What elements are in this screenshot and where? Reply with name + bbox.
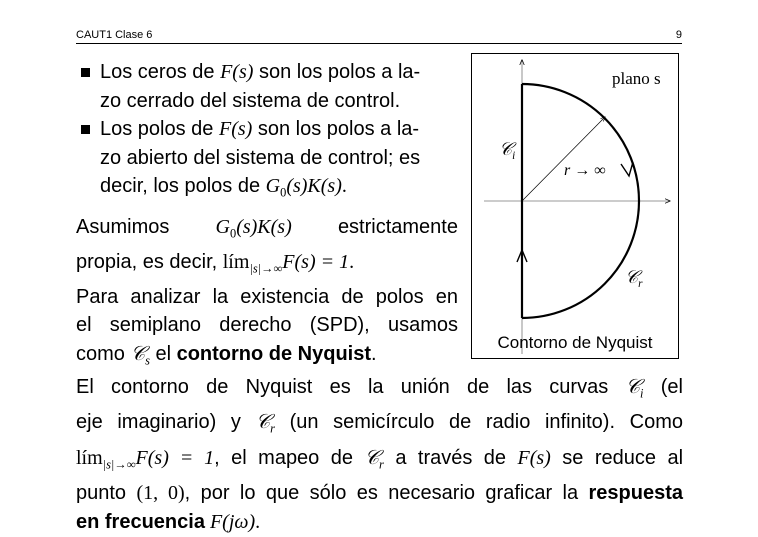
- square-bullet-icon: [81, 125, 90, 134]
- clockwise-arrow-icon: [621, 162, 633, 176]
- nyquist-contour-term: contorno de Nyquist: [176, 342, 372, 365]
- math-F-s: F(s): [517, 446, 551, 469]
- math-script-C: 𝒞: [255, 411, 271, 434]
- math-G: G: [215, 216, 230, 238]
- para-text: , por lo que sólo es necesario graficar la: [184, 481, 589, 504]
- ci-label: 𝒞$_i$: [499, 139, 516, 162]
- para-text: El contorno de Nyquist es la unión de las curvas: [76, 376, 626, 398]
- math-F-s: F(s): [218, 118, 253, 140]
- nyquist-contour-drawing: [472, 54, 678, 358]
- para-text: eje imaginario) y: [76, 411, 256, 434]
- math-s-K-s: (s)K(s): [286, 175, 342, 197]
- math-s-K-s: (s)K(s): [236, 216, 292, 238]
- math-script-C: 𝒞: [364, 446, 380, 469]
- assumption-paragraph: [76, 213, 458, 374]
- bullet-item-open-loop: [78, 115, 460, 207]
- math-subscript: i: [640, 386, 644, 401]
- plane-label: plano s: [612, 69, 661, 88]
- math-F-jw: F(jω): [204, 510, 256, 533]
- bullet-text: son los polos a la-: [252, 118, 420, 140]
- bullet-list: [78, 58, 460, 207]
- page-number: 9: [675, 29, 682, 41]
- frequency-response-term: en frecuencia: [76, 510, 205, 533]
- math-lim: lím: [222, 250, 250, 273]
- para-text: Para analizar la existencia de polos en: [76, 285, 458, 308]
- header-title: CAUT1 Clase 6: [76, 29, 153, 41]
- para-text: .: [371, 342, 377, 365]
- math-subscript: 0: [280, 185, 287, 200]
- math-script-C: 𝒞: [625, 376, 641, 398]
- math-lim-subscript: |s|→∞: [249, 261, 283, 276]
- figure-caption: Contorno de Nyquist: [497, 333, 653, 352]
- para-text: propia, es decir,: [76, 250, 223, 273]
- math-F-s-equals-1: F(s) = 1: [282, 250, 350, 273]
- math-point: (1, 0): [136, 481, 185, 504]
- para-text: , el mapeo de: [214, 446, 365, 469]
- nyquist-contour-figure: [471, 53, 679, 359]
- para-text: como: [76, 342, 131, 365]
- math-F-s-equals-1: F(s) = 1: [135, 446, 215, 469]
- square-bullet-icon: [81, 68, 90, 77]
- para-text: (un semicírculo de radio infinito). Como: [274, 411, 683, 434]
- math-subscript: 0: [230, 226, 237, 241]
- para-text: estrictamente: [337, 216, 458, 238]
- para-text: .: [349, 250, 355, 273]
- header-rule: [76, 43, 682, 44]
- frequency-response-term: respuesta: [588, 481, 683, 504]
- math-subscript: s: [145, 352, 150, 367]
- para-text: el: [149, 342, 177, 365]
- math-subscript: r: [270, 421, 275, 436]
- bullet-text: zo cerrado del sistema de control.: [100, 89, 401, 112]
- bullet-text: zo abierto del sistema de control; es: [100, 146, 421, 169]
- bullet-text: decir, los polos de: [100, 175, 266, 197]
- math-lim-subscript: |s|→∞: [102, 456, 136, 471]
- para-text: .: [255, 510, 261, 533]
- cr-label: 𝒞$_r$: [625, 267, 643, 290]
- math-script-C: 𝒞: [130, 342, 146, 365]
- para-text: punto: [76, 481, 137, 504]
- para-text: el semiplano derecho (SPD), usamos: [76, 314, 458, 337]
- para-text: se reduce al: [550, 446, 684, 469]
- para-text: a través de: [383, 446, 518, 469]
- bullet-item-closed-loop: [78, 58, 460, 115]
- math-subscript: r: [379, 456, 384, 471]
- bullet-text: son los polos a la-: [253, 61, 421, 83]
- math-F-s: F(s): [220, 61, 254, 83]
- math-G: G: [265, 175, 281, 197]
- nyquist-explanation-paragraph: [76, 373, 683, 537]
- radius-arrow: [522, 117, 605, 201]
- bullet-text: .: [341, 175, 347, 197]
- math-lim: lím: [76, 446, 103, 469]
- para-text: Asumimos: [76, 216, 170, 238]
- bullet-text: Los polos de: [100, 118, 219, 140]
- radius-label: r → ∞: [564, 162, 606, 179]
- bullet-text: Los ceros de: [100, 61, 221, 83]
- para-text: (el: [643, 376, 683, 398]
